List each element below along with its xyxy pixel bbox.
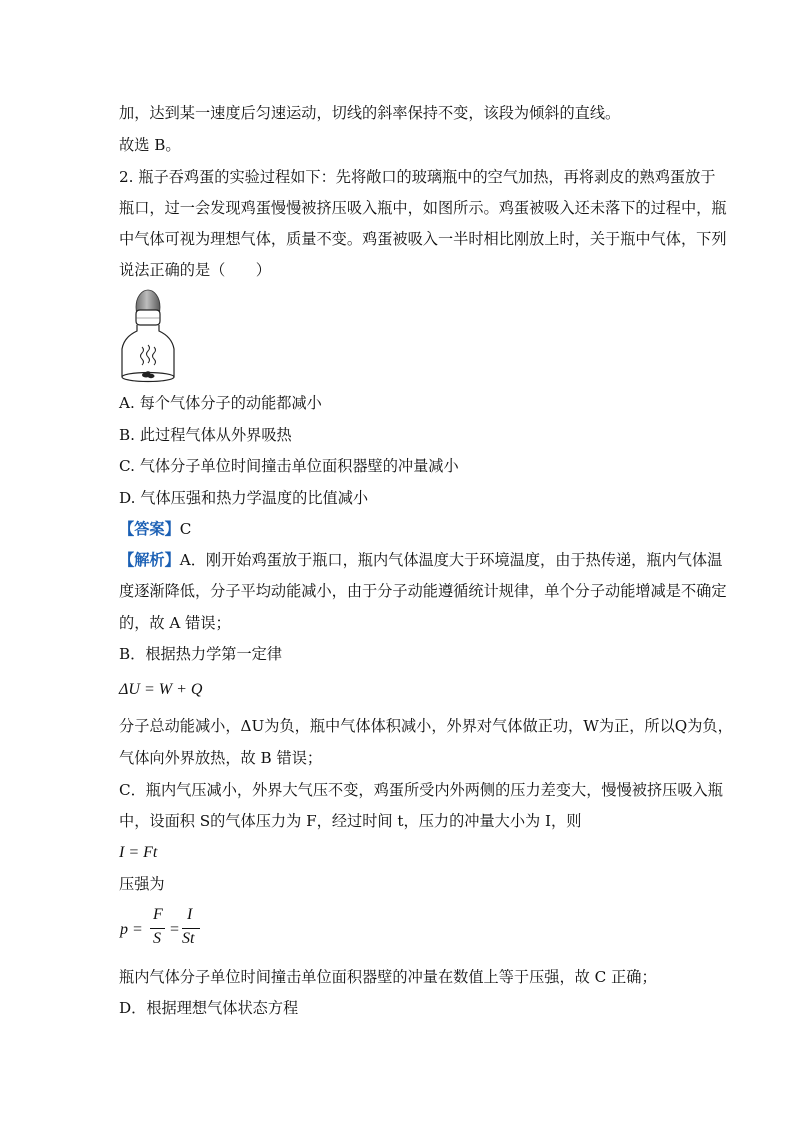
fraction-numerator: I: [187, 906, 193, 923]
analysis-line: 分子总动能减小，ΔU为负，瓶中气体体积减小，外界对气体做正功，W为正，所以Q为负，: [119, 717, 733, 735]
analysis-text: A．刚开始鸡蛋放于瓶口，瓶内气体温度大于环境温度，由于热传递，瓶内气体温: [179, 551, 723, 569]
equals-sign: =: [170, 921, 180, 938]
analysis-line: D．根据理想气体状态方程: [119, 999, 299, 1017]
question-line: 瓶口，过一会发现鸡蛋慢慢被挤压吸入瓶中，如图所示。鸡蛋被吸入还未落下的过程中，瓶: [119, 199, 727, 217]
equation-impulse: I = Ft: [119, 844, 158, 861]
analysis-line: [119, 549, 722, 571]
option-c: C. 气体分子单位时间撞击单位面积器壁的冲量减小: [119, 457, 459, 475]
option-b: B. 此过程气体从外界吸热: [119, 426, 292, 444]
answer-value: C: [179, 520, 192, 538]
text-line: 加，达到某一速度后匀速运动，切线的斜率保持不变，该段为倾斜的直线。: [119, 104, 621, 122]
fraction-denominator: St: [182, 930, 195, 947]
fraction-bar: [182, 928, 200, 929]
option-d: D. 气体压强和热力学温度的比值减小: [119, 489, 369, 507]
analysis-line: 瓶内气体分子单位时间撞击单位面积器壁的冲量在数值上等于压强，故 C 正确；: [119, 968, 657, 986]
answer-line: [119, 518, 191, 540]
analysis-line: 压强为: [119, 875, 165, 893]
question-line: 中气体可视为理想气体，质量不变。鸡蛋被吸入一半时相比刚放上时，关于瓶中气体，下列: [119, 230, 727, 248]
analysis-line: C．瓶内气压减小，外界大气压不变，鸡蛋所受内外两侧的压力差变大，慢慢被挤压吸入瓶: [119, 781, 723, 799]
option-a: A. 每个气体分子的动能都减小: [119, 394, 322, 412]
fraction-bar: [150, 928, 165, 929]
text-line: 故选 B。: [119, 136, 181, 154]
analysis-line: B．根据热力学第一定律: [119, 645, 283, 663]
question-line: 说法正确的是（ ）: [119, 261, 271, 279]
analysis-line: 中，设面积 S的气体压力为 F，经过时间 t，压力的冲量大小为 I，则: [119, 812, 582, 830]
answer-tag: 【答案】: [119, 520, 180, 538]
bottle-egg-figure: [118, 285, 178, 385]
pressure-lhs: p =: [120, 921, 143, 938]
analysis-tag: 【解析】: [119, 551, 180, 569]
equation-first-law: ΔU = W + Q: [119, 681, 203, 698]
fraction-denominator: S: [153, 930, 161, 947]
fraction-numerator: F: [153, 906, 163, 923]
analysis-line: 的，故 A 错误；: [119, 614, 231, 632]
analysis-line: 度逐渐降低，分子平均动能减小，由于分子动能遵循统计规律，单个分子动能增减是不确定: [119, 582, 727, 600]
question-line: 2. 瓶子吞鸡蛋的实验过程如下：先将敞口的玻璃瓶中的空气加热，再将剥皮的熟鸡蛋放于: [119, 168, 716, 186]
analysis-line: 气体向外界放热，故 B 错误；: [119, 749, 323, 767]
